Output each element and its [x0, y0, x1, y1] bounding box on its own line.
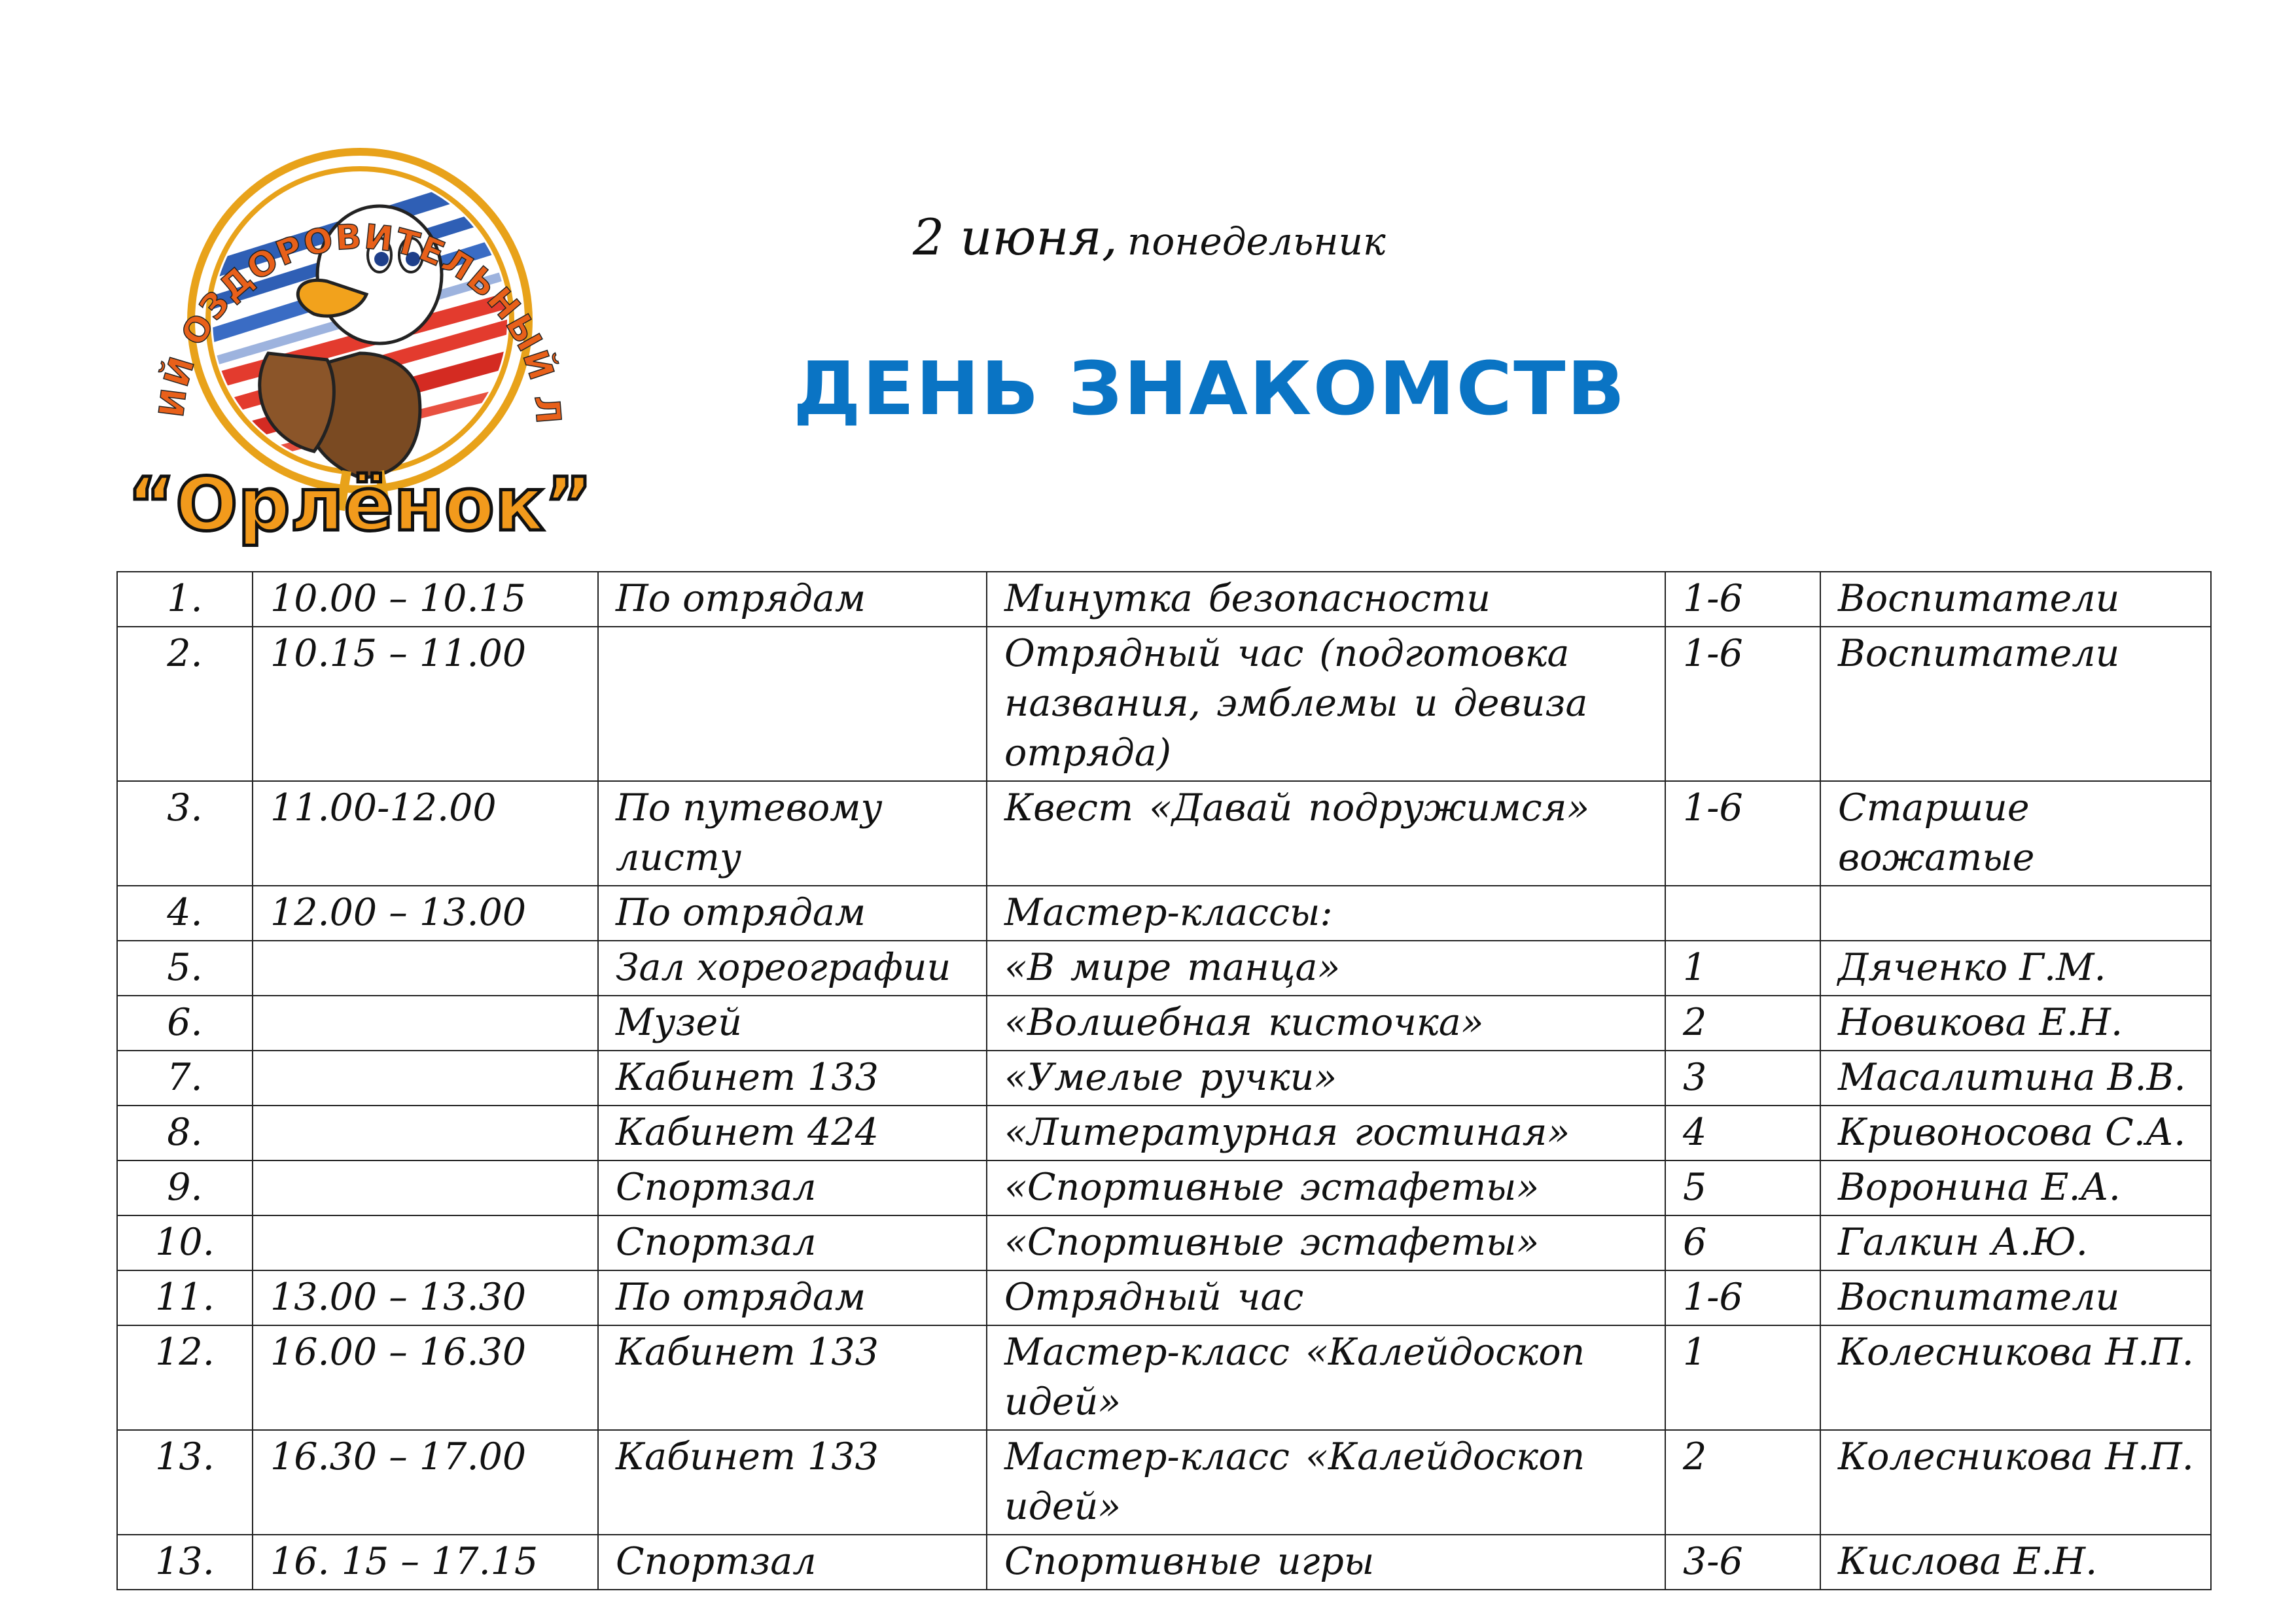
cell-activity: «Литературная гостиная» [987, 1106, 1665, 1161]
cell-time: 10.00 – 10.15 [253, 572, 598, 627]
table-row [117, 941, 2211, 996]
cell-activity: «Спортивные эстафеты» [987, 1215, 1665, 1270]
cell-place: Спортзал [598, 1161, 987, 1215]
cell-place: Спортзал [598, 1535, 987, 1590]
cell-squad: 1-6 [1665, 627, 1820, 781]
table-row [117, 996, 2211, 1051]
cell-activity: «В мире танца» [987, 941, 1665, 996]
table-row [117, 1215, 2211, 1270]
cell-place: По отрядам [598, 886, 987, 941]
cell-squad: 1 [1665, 1325, 1820, 1430]
cell-place: Кабинет 133 [598, 1051, 987, 1106]
cell-num: 13. [117, 1430, 253, 1535]
cell-num: 11. [117, 1270, 253, 1325]
cell-time [253, 1106, 598, 1161]
cell-time: 11.00-12.00 [253, 781, 598, 886]
cell-num: 7. [117, 1051, 253, 1106]
cell-squad: 1-6 [1665, 781, 1820, 886]
cell-squad: 1 [1665, 941, 1820, 996]
table-row [117, 627, 2211, 781]
cell-time [253, 1051, 598, 1106]
cell-num: 13. [117, 1535, 253, 1590]
cell-num: 9. [117, 1161, 253, 1215]
cell-responsible: Галкин А.Ю. [1820, 1215, 2211, 1270]
cell-time: 12.00 – 13.00 [253, 886, 598, 941]
table-row [117, 886, 2211, 941]
cell-activity: «Спортивные эстафеты» [987, 1161, 1665, 1215]
cell-squad: 2 [1665, 996, 1820, 1051]
cell-squad [1665, 886, 1820, 941]
cell-activity: Отрядный час [987, 1270, 1665, 1325]
table-row [117, 1270, 2211, 1325]
cell-time: 13.00 – 13.30 [253, 1270, 598, 1325]
cell-time: 16. 15 – 17.15 [253, 1535, 598, 1590]
cell-squad: 3 [1665, 1051, 1820, 1106]
cell-place: Кабинет 133 [598, 1430, 987, 1535]
cell-num: 8. [117, 1106, 253, 1161]
cell-responsible: Колесникова Н.П. [1820, 1325, 2211, 1430]
cell-num: 1. [117, 572, 253, 627]
cell-squad: 5 [1665, 1161, 1820, 1215]
cell-responsible: Колесникова Н.П. [1820, 1430, 2211, 1535]
eagle-emblem-icon [98, 59, 622, 563]
cell-place: По путевому листу [598, 781, 987, 886]
cell-responsible: Новикова Е.Н. [1820, 996, 2211, 1051]
cell-place: Спортзал [598, 1215, 987, 1270]
cell-activity: Мастер-класс «Калейдоскоп идей» [987, 1430, 1665, 1535]
cell-activity: Минутка безопасности [987, 572, 1665, 627]
weekday: понедельник [1127, 219, 1386, 264]
cell-num: 2. [117, 627, 253, 781]
cell-activity: Мастер-класс «Калейдоскоп идей» [987, 1325, 1665, 1430]
cell-place [598, 627, 987, 781]
schedule-table [116, 571, 2212, 1590]
cell-place: По отрядам [598, 572, 987, 627]
date-line [913, 208, 1386, 266]
table-row [117, 781, 2211, 886]
cell-responsible [1820, 886, 2211, 941]
page-title: ДЕНЬ ЗНАКОМСТВ [793, 347, 1627, 432]
cell-squad: 3-6 [1665, 1535, 1820, 1590]
cell-time [253, 1215, 598, 1270]
cell-responsible: Воспитатели [1820, 1270, 2211, 1325]
table-row [117, 1325, 2211, 1430]
cell-num: 3. [117, 781, 253, 886]
cell-place: По отрядам [598, 1270, 987, 1325]
table-row [117, 1106, 2211, 1161]
cell-time [253, 996, 598, 1051]
cell-squad: 6 [1665, 1215, 1820, 1270]
cell-responsible: Масалитина В.В. [1820, 1051, 2211, 1106]
table-row [117, 1161, 2211, 1215]
cell-time: 16.30 – 17.00 [253, 1430, 598, 1535]
cell-responsible: Кривоносова С.А. [1820, 1106, 2211, 1161]
cell-place: Музей [598, 996, 987, 1051]
svg-text:ДЕТСКИЙ ОЗДОРОВИТЕЛЬНЫЙ ЛАГЕРЬ: ИЙ ОЗДОРОВИТЕЛЬНЫЙ Л [152, 217, 568, 427]
cell-time: 10.15 – 11.00 [253, 627, 598, 781]
cell-place: Зал хореографии [598, 941, 987, 996]
cell-activity: Спортивные игры [987, 1535, 1665, 1590]
cell-num: 6. [117, 996, 253, 1051]
cell-squad: 1-6 [1665, 572, 1820, 627]
table-row [117, 572, 2211, 627]
table-row [117, 1051, 2211, 1106]
table-row [117, 1535, 2211, 1590]
table-row [117, 1430, 2211, 1535]
cell-responsible: Воронина Е.А. [1820, 1161, 2211, 1215]
cell-num: 5. [117, 941, 253, 996]
cell-num: 12. [117, 1325, 253, 1430]
cell-time: 16.00 – 16.30 [253, 1325, 598, 1430]
cell-responsible: Воспитатели [1820, 572, 2211, 627]
cell-activity: «Умелые ручки» [987, 1051, 1665, 1106]
schedule-body [117, 572, 2211, 1590]
cell-num: 10. [117, 1215, 253, 1270]
camp-logo [98, 59, 622, 563]
cell-num: 4. [117, 886, 253, 941]
cell-place: Кабинет 424 [598, 1106, 987, 1161]
cell-responsible: Воспитатели [1820, 627, 2211, 781]
cell-squad: 2 [1665, 1430, 1820, 1535]
cell-responsible: Дяченко Г.М. [1820, 941, 2211, 996]
cell-activity: «Волшебная кисточка» [987, 996, 1665, 1051]
cell-responsible: Старшие вожатые [1820, 781, 2211, 886]
camp-name: “Орлёнок” [127, 462, 593, 548]
cell-activity: Мастер-классы: [987, 886, 1665, 941]
cell-squad: 1-6 [1665, 1270, 1820, 1325]
cell-time [253, 941, 598, 996]
date: 2 июня, [913, 208, 1118, 266]
cell-activity: Квест «Давай подружимся» [987, 781, 1665, 886]
cell-place: Кабинет 133 [598, 1325, 987, 1430]
cell-responsible: Кислова Е.Н. [1820, 1535, 2211, 1590]
cell-squad: 4 [1665, 1106, 1820, 1161]
cell-time [253, 1161, 598, 1215]
cell-activity: Отрядный час (подготовка названия, эмблемы и девиза отряда) [987, 627, 1665, 781]
